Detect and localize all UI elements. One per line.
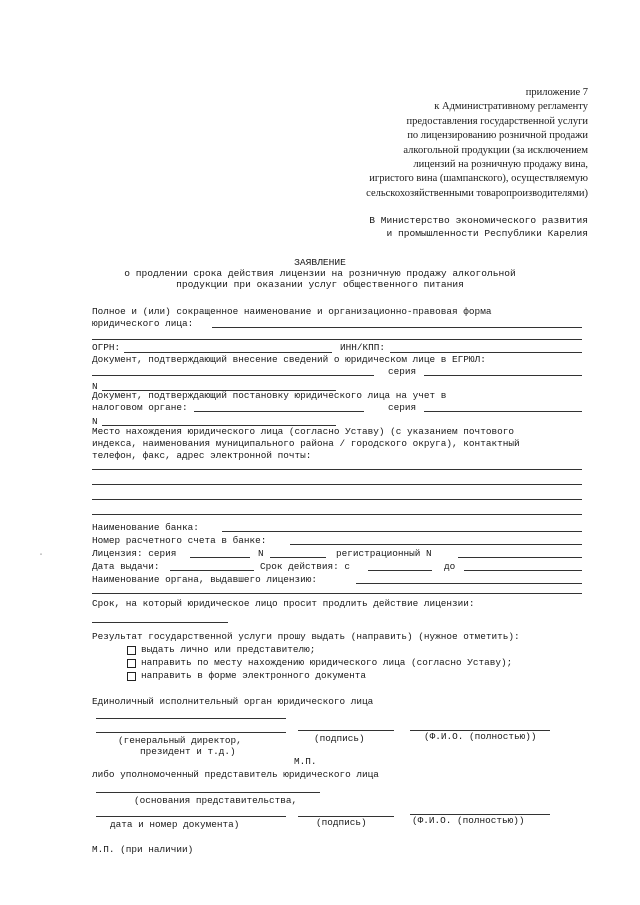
appendix-header [288,86,588,201]
registration-number-field[interactable] [458,557,582,558]
executive-position-field[interactable] [96,732,286,733]
signature-caption: (подпись) [314,733,365,744]
address-label: индекса, наименования муниципального района / городского округа), контактный [92,438,520,449]
bank-label: Наименование банка: [92,522,199,533]
appendix-line: предоставления государственной услуги [406,115,588,127]
entity-name-field[interactable] [92,339,582,340]
executive-label: Единоличный исполнительный орган юридического лица [92,696,374,707]
license-number-field[interactable] [270,557,326,558]
result-delivery-label: Результат государственной услуги прошу выдать (направить) (нужное отметить): [92,631,520,642]
appendix-line: игристого вина (шампанского), осуществляемую [369,173,588,185]
basis-caption: (основания представительства, [134,795,298,806]
document-title: ЗАЯВЛЕНИЕ [294,257,346,268]
fio-caption: (Ф.И.О. (полностью)) [412,815,525,826]
address-field[interactable] [92,484,582,485]
issuer-field[interactable] [92,593,582,594]
issuer-label: Наименование органа, выдавшего лицензию: [92,574,318,585]
license-series-label: Лицензия: серия [92,548,177,559]
issue-date-field[interactable] [170,570,254,571]
tax-series-label: серия [388,402,417,413]
appendix-line: по лицензированию розничной продажи [407,130,588,142]
account-field[interactable] [290,544,582,545]
signature-caption: (подпись) [316,817,367,828]
issuer-field[interactable] [356,583,582,584]
bank-field[interactable] [222,531,582,532]
representative-basis-field[interactable] [96,792,320,793]
addressee-line: В Министерство экономического развития [369,215,588,226]
validity-from-field[interactable] [368,570,432,571]
account-label: Номер расчетного счета в банке: [92,535,267,546]
ogrn-label: ОГРН: [92,342,121,353]
executive-position-field[interactable] [96,718,286,719]
option-by-address-label: направить по месту нахождению юридического лица (согласно Уставу); [141,657,513,668]
egrul-series-label: серия [388,366,417,377]
validity-to-label: до [444,561,456,572]
validity-to-field[interactable] [464,570,582,571]
validity-from-label: Срок действия: с [260,561,351,572]
option-by-address-checkbox[interactable] [127,659,136,668]
tax-doc-label: налоговом органе: [92,402,188,413]
addressee-block [369,214,588,240]
option-in-person-label: выдать лично или представителю; [141,644,316,655]
fio-caption: (Ф.И.О. (полностью)) [424,731,537,742]
address-label: телефон, факс, адрес электронной почты: [92,450,312,461]
scan-mark: ˌ [38,546,45,557]
appendix-line: к Административному регламенту [434,101,588,113]
extension-term-field[interactable] [92,622,228,623]
registration-number-label: регистрационный N [336,548,432,559]
license-number-label: N [258,548,264,559]
tax-doc-field[interactable] [194,411,364,412]
entity-name-label: Полное и (или) сокращенное наименование и организационно-правовая форма [92,306,492,317]
address-field[interactable] [92,499,582,500]
stamp-if-available-label: М.П. (при наличии) [92,844,194,855]
position-caption: (генеральный директор, [118,735,242,746]
executive-signature-field[interactable] [298,730,394,731]
tax-number-label: N [92,416,98,427]
ogrn-field[interactable] [124,352,332,353]
option-in-person-checkbox[interactable] [127,646,136,655]
egrul-series-field[interactable] [424,375,582,376]
representative-label: либо уполномоченный представитель юридического лица [92,769,379,780]
address-label: Место нахождения юридического лица (согласно Уставу) (с указанием почтового [92,426,514,437]
tax-doc-label: Документ, подтверждающий постановку юридического лица на учет в [92,390,447,401]
entity-name-field[interactable] [212,327,582,328]
appendix-line: алкогольной продукции (за исключением [403,144,588,156]
option-electronic-checkbox[interactable] [127,672,136,681]
stamp-label: М.П. [294,756,317,767]
address-field[interactable] [92,469,582,470]
license-series-field[interactable] [190,557,250,558]
inn-field[interactable] [390,352,582,353]
entity-name-label: юридического лица: [92,318,194,329]
extension-term-label: Срок, на который юридическое лицо просит продлить действие лицензии: [92,598,475,609]
address-field[interactable] [92,514,582,515]
representative-document-field[interactable] [96,816,286,817]
egrul-field[interactable] [92,375,374,376]
tax-series-field[interactable] [424,411,582,412]
appendix-line: лицензий на розничную продажу вина, [413,159,588,171]
addressee-line: и промышленности Республики Карелия [386,228,588,239]
egrul-label: Документ, подтверждающий внесение сведений о юридическом лице в ЕГРЮЛ: [92,354,486,365]
document-subtitle-line: продукции при оказании услуг общественного питания [176,279,464,290]
issue-date-label: Дата выдачи: [92,561,160,572]
inn-label: ИНН/КПП: [340,342,386,353]
appendix-line: приложение 7 [525,87,588,98]
position-caption: президент и т.д.) [140,746,236,757]
option-electronic-label: направить в форме электронного документа [141,670,367,681]
document-subtitle-line: о продлении срока действия лицензии на розничную продажу алкогольной [124,268,516,279]
egrul-number-label: N [92,381,98,392]
document-caption: дата и номер документа) [110,819,240,830]
appendix-line: сельскохозяйственными товаропроизводителями) [366,187,588,199]
